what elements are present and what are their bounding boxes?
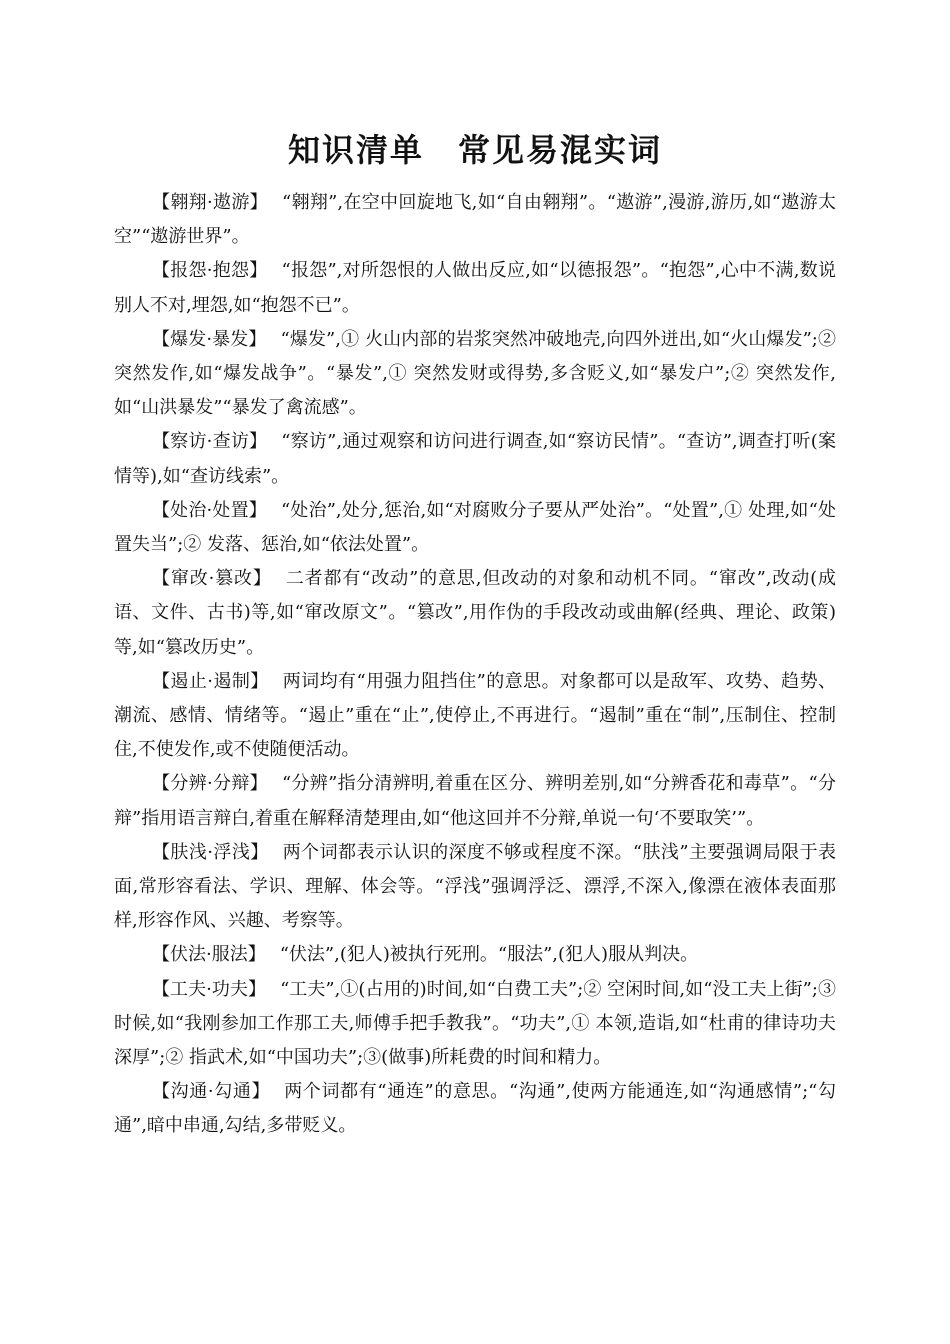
entry-text: 二者都有“改动”的意思,但改动的对象和动机不同。“窜改”,改动(成语、文件、古书)等,如“窜改原文”。“篡改”,用作伪的手段改动或曲解(经典、理论、政策)等,如“篡改历史”。	[114, 568, 836, 658]
entry-text: 两个词都有“通连”的意思。“沟通”,使两方能通连,如“沟通感情”;“勾通”,暗中串通,勾结,多带贬义。	[114, 1081, 836, 1137]
entry-term: 【分辨·分辩】	[152, 773, 268, 795]
entry-term: 【翱翔·遨游】	[152, 192, 268, 213]
entry-term: 【肤浅·浮浅】	[152, 841, 269, 863]
entry-text: 两词均有“用强力阻挡住”的意思。对象都可以是敌军、攻势、趋势、潮流、感情、情绪等。“遏止”重在“止”,使停止,不再进行。“遏制”重在“制”,压制住、控制住,不使发作,或不使随便活动。	[114, 670, 836, 761]
page-title: 知识清单 常见易混实词	[287, 131, 662, 169]
entry-term: 【工夫·功夫】	[152, 978, 267, 1000]
entry-term: 【报怨·抱怨】	[152, 260, 268, 282]
entry-text: 两个词都表示认识的深度不够或程度不深。“肤浅”主要强调局限于表面,常形容看法、学识、理解、体会等。“浮浅”强调浮泛、漂浮,不深入,像漂在液体表面那样,形容作风、兴趣、考察等。	[114, 841, 836, 932]
entry-text: “报怨”,对所怨恨的人做出反应,如“以德报怨”。“抱怨”,心中不满,数说别人不对,埋怨,如“抱怨不已”。	[114, 260, 836, 316]
entry-term: 【遏止·遏制】	[152, 670, 269, 692]
list-item	[114, 562, 836, 665]
list-item	[114, 836, 836, 939]
entry-text: “伏法”,(犯人)被执行死刑。“服法”,(犯人)服从判决。	[279, 944, 699, 966]
list-item	[114, 665, 836, 768]
entry-text: “翱翔”,在空中回旋地飞,如“自由翱翔”。“遨游”,漫游,游历,如“遨游太空”“遨游世界”。	[114, 192, 836, 248]
list-item	[114, 1075, 836, 1143]
list-item	[114, 425, 836, 493]
list-item	[114, 938, 836, 972]
list-item	[114, 186, 836, 254]
entry-text: “爆发”,① 火山内部的岩浆突然冲破地壳,向四外迸出,如“火山爆发”;② 突然发作,如“爆发战争”。“暴发”,① 突然发财或得势,多含贬义,如“暴发户”;② 突然发作,如“山洪暴发”“暴发了禽流感”。	[114, 328, 836, 419]
entry-text: “处治”,处分,惩治,如“对腐败分子要从严处治”。“处置”,① 处理,如“处置失当”;② 发落、惩治,如“依法处置”。	[114, 499, 836, 556]
entry-term: 【沟通·勾通】	[152, 1081, 271, 1103]
entry-text: “工夫”,①(占用的)时间,如“白费工夫”;② 空闲时间,如“没工夫上街”;③ 时候,如“我刚参加工作那工夫,师傅手把手教我”。“功夫”,① 本领,造诣,如“杜甫的律诗功夫深厚”;② 指武术,如“中国功夫”;③(做事)所耗费的时间和精力。	[114, 978, 836, 1069]
list-item	[114, 323, 836, 426]
entry-text: “分辨”指分清辨明,着重在区分、辨明差别,如“分辨香花和毒草”。“分辩”指用语言辩白,着重在解释清楚理由,如“他这回并不分辩,单说一句‘不要取笑’”。	[114, 773, 836, 829]
list-item	[114, 767, 836, 835]
entry-term: 【爆发·暴发】	[152, 328, 267, 350]
list-item	[114, 494, 836, 562]
entry-term: 【窜改·篡改】	[152, 568, 272, 590]
entry-list	[114, 186, 836, 1144]
list-item	[114, 254, 836, 322]
list-item	[114, 973, 836, 1076]
entry-term: 【察访·查访】	[152, 431, 268, 453]
entry-term: 【处治·处置】	[152, 499, 267, 521]
entry-text: “察访”,通过观察和访问进行调查,如“察访民情”。“查访”,调查打听(案情等),如“查访线索”。	[114, 431, 836, 487]
entry-term: 【伏法·服法】	[152, 944, 266, 966]
